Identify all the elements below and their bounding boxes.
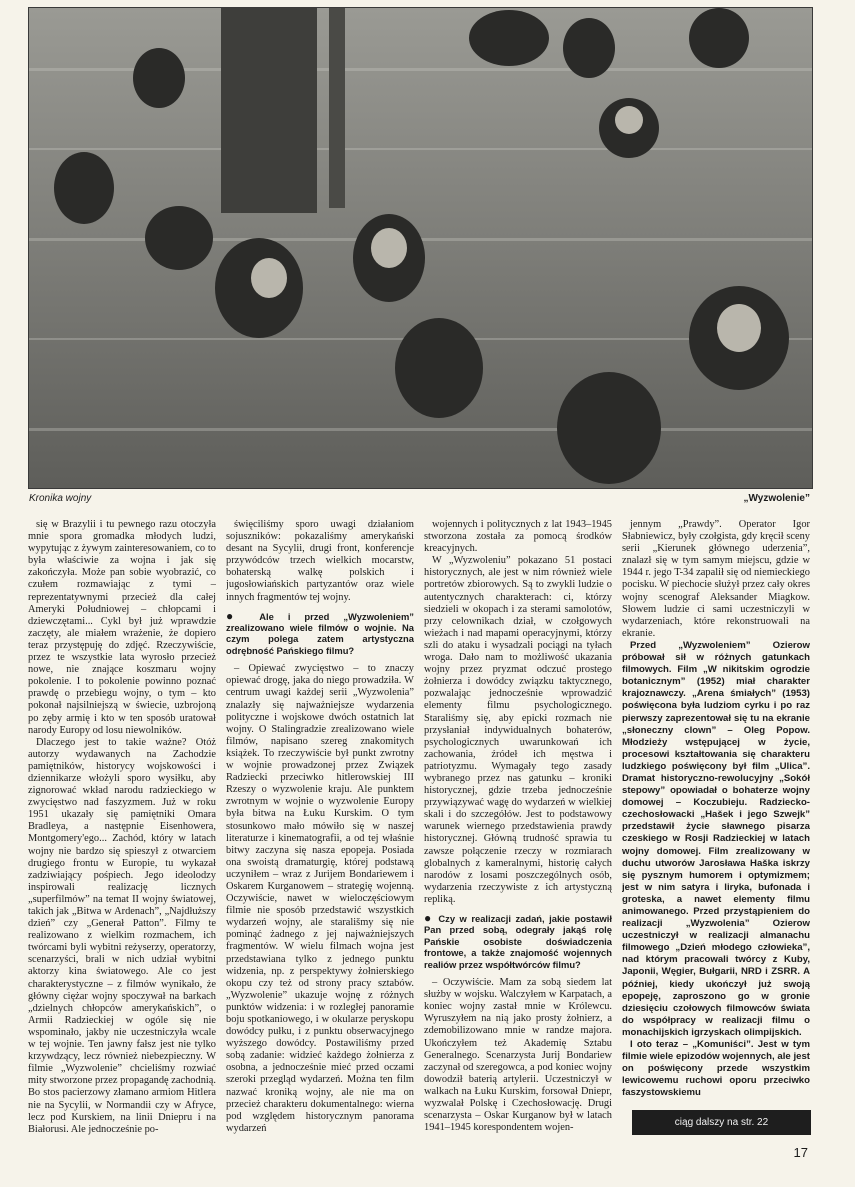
- question-text: Czy w realizacji zadań, jakie postawił Pan przed sobą, odegrały jakąś rolę Pańskie osobiste doświadczenia frontowe, a także znajomość wojennych realiów przez współtwórców filmu?: [424, 913, 612, 970]
- paragraph: – Oczywiście. Mam za sobą siedem lat służby w wojsku. Walczyłem w Karpatach, a koniec wojny zastał mnie w Królewcu. Wyruszyłem na nią jako prosty żołnierz, a zdemobilizowano mnie w randze majora. Ukończyłem też Akademię Sztabu Generalnego. Scenarzysta Jurij Bondariew zaczynał od szeregowca, a pod koniec wojny dowodził baterią artylerii. Uczestniczył w walkach na Łuku Kurskim, forsował Dniepr, wyzwalał Polskę i Czechosłowację. Drugi scenarzysta – Oskar Kurganow był w latach 1941–1945 korespondentem wojen-: [424, 977, 612, 1134]
- photo-illustration: [29, 8, 812, 488]
- page-number: 17: [793, 1145, 808, 1160]
- paragraph: I oto teraz – „Komuniści”. Jest w tym filmie wiele epizodów wojennych, ale jest on poświęcony przede wszystkim lewicowemu ruchowi oporu przeciwko faszystowskiemu: [622, 1039, 810, 1099]
- article-column-2: [226, 519, 414, 1144]
- interview-question: [226, 608, 414, 657]
- continued-on-page-box: ciąg dalszy na str. 22: [632, 1110, 811, 1135]
- paragraph: jennym „Prawdy”. Operator Igor Słabniewicz, były czołgista, gdy kręcił sceny serii „Kierunek głównego uderzenia”, znalazł się w tym samym miejscu, gdzie w 1944 r. jego T-34 zapalił się od niemieckiego pocisku. W piechocie służył przez cały okres wojny scenograf Aleksander Miagkow. Słowem ludzie ci sami uczestniczyli w wydarzeniach, które rekonstruowali na ekranie.: [622, 519, 810, 639]
- paragraph: Dlaczego jest to takie ważne? Otóż autorzy wydawanych na Zachodzie pamiętników, historycy wojskowości i dziennikarze włożyli sporo wysiłku, aby zignorować wkład narodu radzieckiego w zwycięstwo nad faszyzmem. Już w roku 1951 ukazały się pamiętniki Omara Bradleya, a następnie Eisenhowera, Montgomery'ego... Zachód, który w latach wojny nie bardzo się spieszył z otwarciem drugiego frontu w Europie, tu wykazał zadziwiający pośpiech. Jego ideolodzy inspirowali realizację licznych „superfilmów” na temat II wojny światowej, takich jak „Bitwa w Ardenach”, „Najdłuższy dzień” czy „Generał Patton”. Filmy te realizowano z wielkim rozmachem, ich twórcami byli wybitni reżyserzy, operatorzy, scenarzyści, brali w nich udział wybitni aktorzy kina światowego. Ale co jest charakterystyczne – z filmów wynikało, że główny ciężar wojny spoczywał na barkach „dzielnych chłopców amerykańskich”, o Armii Radzieckiej w ogóle się nie wspominało, jakby nie uczestniczyła wcale w tej wojnie. Ten jawny fałsz jest nie tylko krzywdzący, lecz również niebezpieczny. W filmie „Wyzwolenie” chcieliśmy rozwiać mity stworzone przez propagandę zachodnią. Bo stos pacierzowy złamano armiom Hitlera nie na Sycylii, w Normandii czy w Afryce, lecz pod Kurskiem, na linii Dniepru i na Białorusi. Ale jednocześnie po-: [28, 736, 216, 1135]
- paragraph: – Opiewać zwycięstwo – to znaczy opiewać drogę, jaka do niego prowadziła. W centrum uwagi każdej serii „Wyzwolenia” znalazły się najważniejsze wydarzenia polityczne i wojskowe dwóch ostatnich lat wojny. O Stalingradzie zrealizowano wiele filmów, napisano szereg znakomitych książek. To rzeczywiście był punkt zwrotny w wojnie prowadzonej przez Związek Radziecki przeciwko hitlerowskiej III Rzeszy o wyzwolenie kraju. Ale punktem zwrotnym w wojnie o wyzwolenie Europy była bitwa na Łuku Kurskim. O tym stosunkowo mało mówiło się w naszej literaturze i kinematografii, a od tej właśnie bitwy zaczyna się nasza epopeja. Posiada ona swoistą dramaturgię, której podstawą uczyniłem – wraz z Jurijem Bondariewem i Oskarem Kurganowem – strategię wojenną. Oczywiście, nawet w wieloczęściowym filmie nie sposób przedstawić wszystkich wydarzeń wojny, ale starališmy się nie pominąć żadnego z jej najważniejszych fragmentów. W wielu filmach wojna jest przedstawiana tylko z jednego punktu widzenia, np. z perspektywy żołnierskiego okopu czy też od strony pracy sztabów. „Wyzwolenie” ukazuje wojnę z różnych punktów widzenia: i w rozległej panoramie boju spotkaniowego, i w okularze peryskopu dowódcy pułku, i z punktu obserwacyjnego wyższego dowódcy. Postawiliśmy przed sobą zadanie: widzieć każdego żołnierza z osobna, a jednocześnie mieć przed oczami szeroki przegląd wydarzeń. Można ten film nazwać kroniką wojny, ale nie ma on przecież charakteru dokumentalnego: wierna pod względem historycznym panorama wydarzeń: [226, 663, 414, 1134]
- photo-caption: Kronika wojny: [29, 493, 92, 504]
- question-text: Ale i przed „Wyzwoleniem” zrealizowano wiele filmów o wojnie. Na czym polega zatem artystyczna odrębność Pańskiego filmu?: [226, 610, 414, 656]
- article-column-3: [424, 519, 612, 1144]
- war-photo-soldiers-in-river: [28, 7, 813, 489]
- article-column-4: [622, 519, 810, 1144]
- paragraph: W „Wyzwoleniu” pokazano 51 postaci historycznych, ale jest w nim również wiele portretów zbiorowych. Są to zwykli ludzie o autentycznych charakterach: ci, którzy siedzieli w okopach i za sterami samolotów, przy celownikach dział, w czołgowych wieżach i nad mapami operacyjnymi, którzy szli do ataku i wysadzali pociągi na tyłach wroga. Dało nam to możliwość ukazania wojny przez pryzmat odczuć prostego żołnierza i dowódcy związku taktycznego, pozwalając jednocześnie wprowadzić elementy filmu psychologicznego. Staraliśmy się, aby epicki rozmach nie przysłaniał indywidualnych bohaterów, psychologicznych uwarunkowań ich zachowania, źródeł ich męstwa i patriotyzmu. Wymagały tego zasady wybranego przez nas gatunku – kroniki historycznej, gdzie trzeba jednocześnie przywiązywać wagę do wydarzeń w wielkiej skali i do szczegółów. Jest to podstawowy warunek wiernego przedstawienia prawdy historycznej. Główną trudność sprawia tu zawsze połączenie rzeczy w rozmiarach globalnych z kameralnymi, historię całych narodów z losami poszczególnych osób, wydarzenia rzeczywiste z ich artystyczną repliką.: [424, 555, 612, 905]
- bullet-icon: ●: [424, 911, 439, 925]
- article-column-1: [28, 519, 216, 1144]
- article-columns: [28, 519, 812, 1144]
- photo-credit-title: „Wyzwolenie”: [743, 493, 810, 504]
- paragraph: się w Brazylii i tu pewnego razu otoczyła mnie spora gromadka młodych ludzi, wypytując z żywym zainteresowaniem, co to była właściwie za wojna i jak się zakończyła. Może pan sobie wyobrazić, co czułem rozmawiając z tymi – reprezentatywnymi przecież dla całej Ameryki Południowej – chłopcami i dziewczętami... Cykl był już wprawdzie zaczęty, ale miałem wrażenie, że dopiero teraz przystępuję do zdjęć. Rzeczywiście, przez te wszystkie lata wyrosło przecież nowe, nie znające koszmaru wojny pokolenie. I to pokolenie powinno poznać prawdę o przebiegu wojny, o tym – kto pokonał najsilniejszą w świecie, uzbrojoną po zęby armię i kto w ten sposób uratował narody Europy od losu niewolników.: [28, 519, 216, 736]
- bold-section: [622, 640, 810, 1100]
- paragraph: Przed „Wyzwoleniem” Ozierow próbował sił w różnych gatunkach filmowych. Film „W nikitskim ogrodzie botanicznym” (1952) miał charakter krajoznawczy. „Arena śmiałych” (1953) poświęcona była ludziom cyrku i po raz pierwszy zaprezentował się tu na ekranie „słoneczny clown” – Oleg Popow. Młodzieży wstępującej w życie, procesowi kształtowania się charakteru ludzkiego poświęcony był film „Ulica”. Dramat historyczno-rewolucyjny „Sokół stepowy” opowiadał o bohaterze wojny domowej – Koczubieju. Radziecko-czechosłowacki „Hašek i jego Szwejk” przedstawił życie sławnego pisarza czeskiego w Rosji Radzieckiej w latach wojny domowej. Film zrealizowany w duchu utworów Jarosława Haška iskrzy się pysznym humorem i optymizmem; jest w nim satyra i liryka, bufonada i groteska, a nawet elementy filmu animowanego. Przed przystąpieniem do realizacji „Wyzwolenia” Ozierow uczestniczył w realizacji almanachu filmowego „Dzień młodego człowieka”, nad którym pracowali twórcy z Kuby, Japonii, Węgier, Bułgarii, NRD i ZSRR. A później, kiedy ukończył już swoją epopeję, zaproszono go w gronie dziesięciu czołowych filmowców świata do współpracy w realizacji filmu o monachijskich igrzyskach olimpijskich.: [622, 639, 810, 1038]
- interview-question: [424, 913, 612, 970]
- bullet-icon: ●: [226, 608, 260, 623]
- paragraph: wojennych i politycznych z lat 1943–1945 stworzona została za pomocą środków kreacyjnych.: [424, 519, 612, 555]
- paragraph: święciliśmy sporo uwagi działaniom sojuszników: pokazaliśmy amerykański desant na Sycylii, drugi front, konferencje przywódców trzech wielkich mocarstw, bohaterską walkę polskich i jugosłowiańskich partyzantów oraz wiele innych fragmentów tej wojny.: [226, 519, 414, 603]
